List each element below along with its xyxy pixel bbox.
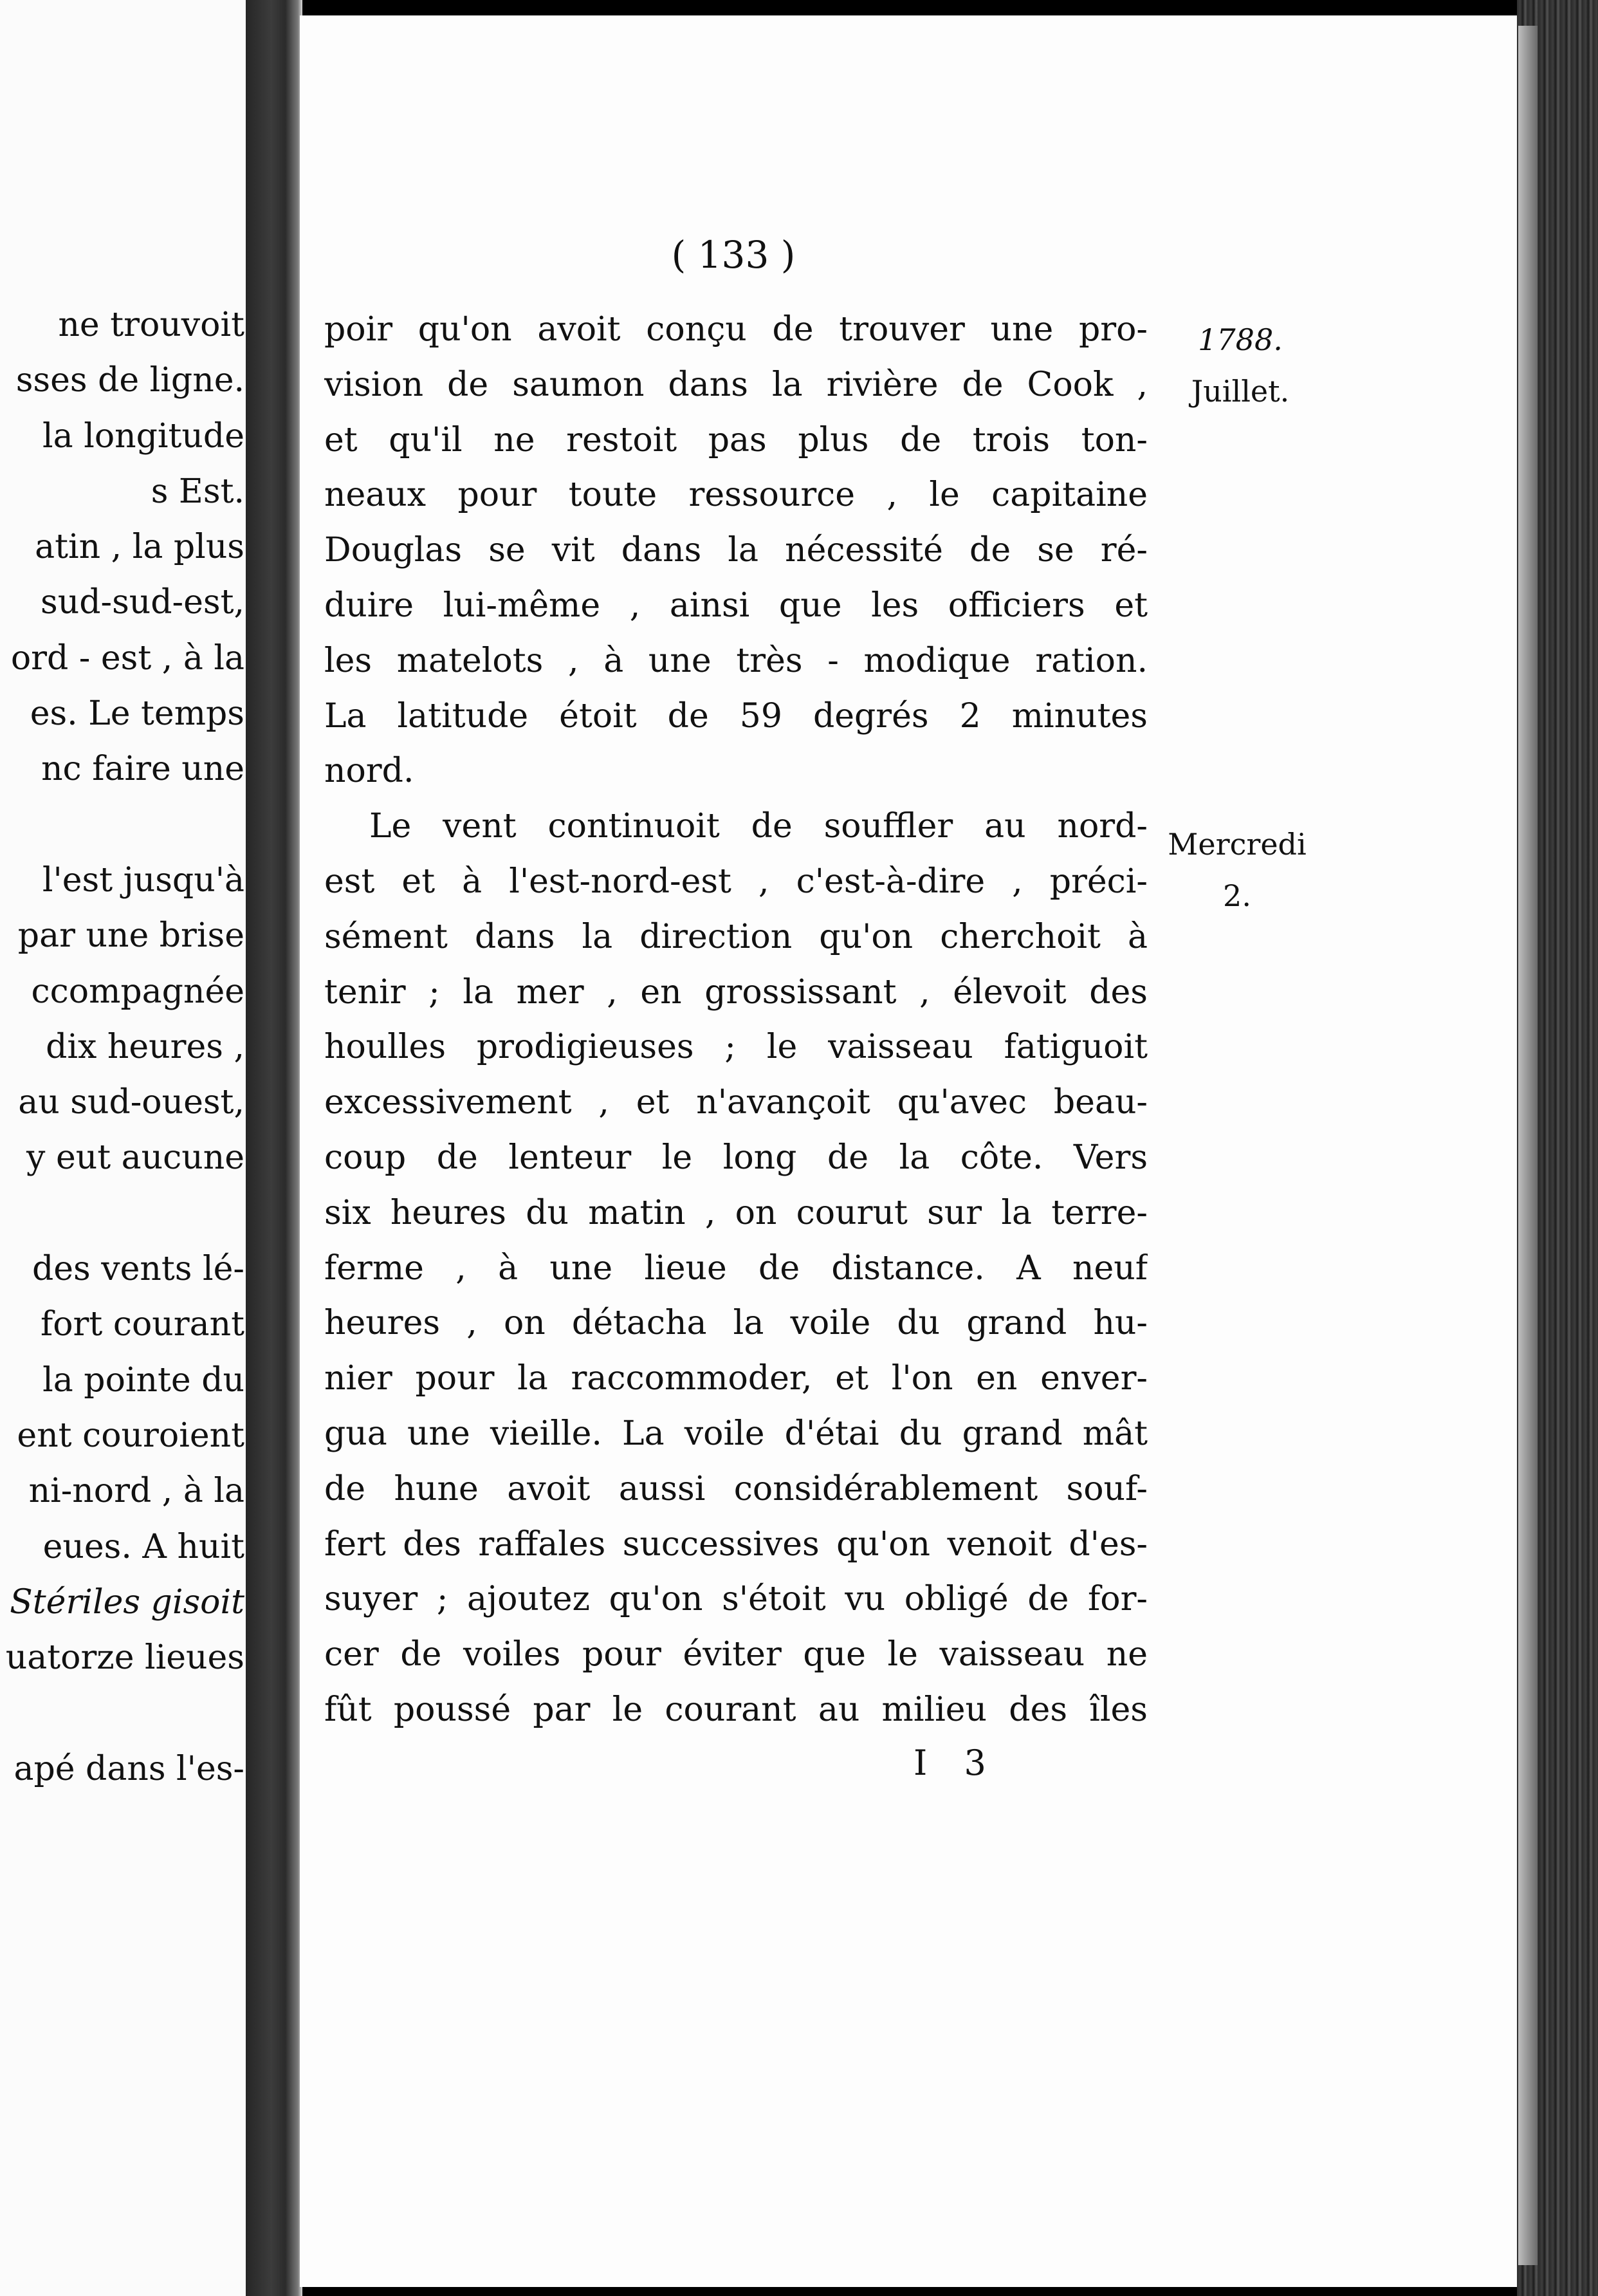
text-line: excessivement , et n'avançoit qu'avec beau- bbox=[324, 1083, 1148, 1122]
left-line: sses de ligne. bbox=[15, 361, 244, 400]
left-line: es. Le temps bbox=[30, 694, 244, 734]
left-line: fort courant bbox=[40, 1305, 244, 1344]
text-line: vision de saumon dans la rivière de Cook , bbox=[324, 365, 1148, 404]
left-line: l'est jusqu'à bbox=[42, 860, 244, 900]
text-line: Douglas se vit dans la nécessité de se ré- bbox=[324, 531, 1148, 570]
margin-day-number: 2. bbox=[1223, 878, 1251, 913]
text-line: nord. bbox=[324, 752, 414, 791]
left-line bbox=[0, 797, 244, 853]
left-line: uatorze lieues bbox=[5, 1638, 244, 1678]
text-line: six heures du matin , on courut sur la terre- bbox=[324, 1193, 1148, 1232]
text-line: cer de voiles pour éviter que le vaisseau ne bbox=[324, 1635, 1148, 1674]
margin-date-note bbox=[1182, 314, 1298, 417]
paragraph-start-line: Le vent continuoit de souffler au nord- bbox=[369, 807, 1148, 846]
left-line: la pointe du bbox=[42, 1360, 244, 1400]
signature-mark: I 3 bbox=[914, 1743, 999, 1783]
text-line: suyer ; ajoutez qu'on s'étoit vu obligé de for- bbox=[324, 1580, 1148, 1619]
margin-day-note bbox=[1163, 819, 1311, 921]
text-line: coup de lenteur le long de la côte. Vers bbox=[324, 1138, 1148, 1177]
text-line: sément dans la direction qu'on cherchoit à bbox=[324, 917, 1148, 956]
margin-year: 1788. bbox=[1198, 322, 1283, 357]
text-line: de hune avoit aussi considérablement souf- bbox=[324, 1469, 1148, 1508]
text-line: les matelots , à une très - modique ration. bbox=[324, 641, 1148, 680]
left-line: dix heures , bbox=[46, 1027, 244, 1066]
left-line: des vents lé- bbox=[32, 1250, 244, 1289]
margin-day-name: Mercredi bbox=[1168, 827, 1307, 862]
text-line: est et à l'est-nord-est , c'est-à-dire , préci- bbox=[324, 862, 1148, 901]
left-line bbox=[0, 1186, 244, 1241]
book-gutter-shadow bbox=[246, 0, 302, 2296]
left-line: s Est. bbox=[151, 472, 244, 511]
left-line: ne trouvoit bbox=[58, 306, 244, 344]
left-line: par une brise bbox=[17, 916, 244, 956]
left-line: eues. A huit bbox=[42, 1527, 244, 1566]
left-line bbox=[0, 1685, 244, 1741]
left-line: Stériles gisoit bbox=[10, 1582, 244, 1622]
left-line: nc faire une bbox=[41, 750, 244, 789]
left-line: ccompagnée bbox=[31, 972, 244, 1011]
text-line: houlles prodigieuses ; le vaisseau fatiguoit bbox=[324, 1028, 1148, 1067]
left-line: atin , la plus bbox=[35, 528, 244, 567]
left-page-text bbox=[0, 297, 244, 1797]
margin-month: Juillet. bbox=[1191, 374, 1290, 409]
left-facing-page bbox=[0, 0, 246, 2296]
text-line: ferme , à une lieue de distance. A neuf bbox=[324, 1248, 1148, 1288]
text-line: fert des raffales successives qu'on venoit d'es- bbox=[324, 1524, 1148, 1564]
left-line: ord - est , à la bbox=[10, 638, 244, 678]
left-line: ni-nord , à la bbox=[28, 1472, 244, 1511]
page-number-heading: ( 133 ) bbox=[671, 233, 796, 277]
text-line: heures , on détacha la voile du grand hu- bbox=[324, 1304, 1148, 1343]
left-line: y eut aucune bbox=[26, 1138, 244, 1178]
text-line: nier pour la raccommoder, et l'on en enver- bbox=[324, 1359, 1148, 1398]
left-line: au sud-ouest, bbox=[18, 1083, 244, 1122]
left-line: la longitude bbox=[42, 416, 244, 456]
text-line: et qu'il ne restoit pas plus de trois ton- bbox=[324, 420, 1148, 459]
left-line: apé dans l'es- bbox=[14, 1749, 244, 1788]
text-line: poir qu'on avoit conçu de trouver une pro- bbox=[324, 310, 1148, 349]
text-line: La latitude étoit de 59 degrés 2 minutes bbox=[324, 696, 1148, 736]
text-line: neaux pour toute ressource , le capitaine bbox=[324, 476, 1148, 515]
body-text bbox=[324, 302, 1148, 1738]
text-line: duire lui-même , ainsi que les officiers et bbox=[324, 586, 1148, 625]
left-line: sud-sud-est, bbox=[41, 583, 244, 622]
text-line: fût poussé par le courant au milieu des îles bbox=[324, 1690, 1148, 1729]
page-edge-shade bbox=[1518, 26, 1538, 2265]
text-line: gua une vieille. La voile d'étai du grand mât bbox=[324, 1414, 1148, 1453]
left-line: ent couroient bbox=[17, 1416, 244, 1455]
text-line: tenir ; la mer , en grossissant , élevoit des bbox=[324, 972, 1148, 1012]
